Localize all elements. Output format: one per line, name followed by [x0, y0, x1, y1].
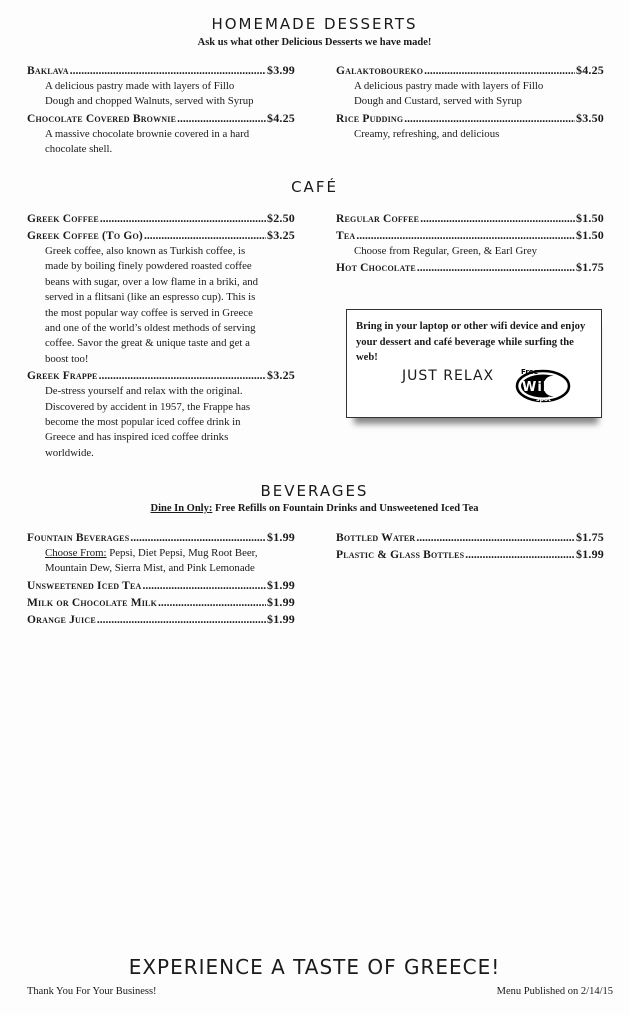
dot-leader	[142, 578, 266, 594]
menu-item-description: worldwide.	[45, 446, 94, 459]
desserts-left-column	[27, 62, 295, 158]
desserts-title: HOMEMADE DESSERTS	[211, 15, 418, 33]
menu-item-price: $1.99	[267, 594, 295, 609]
dot-leader	[420, 211, 575, 227]
dot-leader	[416, 530, 575, 546]
menu-item	[27, 367, 295, 461]
menu-item-description: made by boiling finely powdered roasted coffee	[45, 260, 252, 273]
menu-item-description: Dough and chopped Walnuts, served with Syrup	[45, 95, 254, 108]
menu-item-name: Galaktoboureko	[336, 65, 424, 77]
menu-item-price: $1.99	[267, 530, 295, 544]
menu-item-price: $1.99	[267, 577, 295, 592]
menu-item-line	[27, 594, 295, 611]
dot-leader	[97, 612, 266, 628]
menu-item-description: beans with sugar, over a low flame in a briki, and	[45, 275, 259, 288]
menu-item-name: Hot Chocolate	[336, 262, 416, 275]
menu-item-name: Greek Coffee (To Go)	[27, 230, 143, 242]
footer-tagline: EXPERIENCE A TASTE OF GREECE!	[128, 955, 501, 979]
menu-item-description: Choose from Regular, Green, & Earl Grey	[354, 245, 538, 257]
dot-leader	[404, 111, 575, 127]
dot-leader	[356, 228, 575, 244]
menu-item-description: the most popular way coffee is served in Greece	[45, 306, 253, 319]
menu-item-price: $4.25	[267, 110, 295, 125]
dot-leader	[177, 111, 266, 127]
cafe-title: CAFÉ	[291, 178, 338, 196]
menu-item-description: become the most popular iced coffee drink in	[45, 416, 241, 429]
menu-item-price: $3.50	[576, 110, 604, 125]
menu-item-name: Rice Pudding	[336, 112, 404, 125]
beverages-subtitle	[0, 503, 629, 514]
wifi-logo-top: Free	[521, 368, 539, 376]
menu-item-line	[27, 210, 295, 227]
menu-item-line	[27, 110, 295, 127]
menu-item-description: and one of the world’s oldest methods of serving	[45, 322, 256, 335]
menu-item	[27, 594, 295, 611]
menu-item	[27, 62, 295, 110]
desserts-right-column	[336, 62, 604, 142]
menu-item	[336, 210, 604, 227]
dot-leader	[417, 260, 575, 276]
menu-item-name: Greek Frappe	[27, 370, 98, 383]
menu-item	[27, 227, 295, 367]
wifi-promo-box	[346, 309, 602, 418]
menu-item-line	[27, 227, 295, 244]
menu-item-name: Plastic & Glass Bottles	[336, 549, 465, 561]
dot-leader	[70, 63, 266, 79]
wifi-logo-main: WiFi	[522, 380, 559, 395]
beverages-left-column	[27, 529, 295, 628]
menu-item-name: Orange Juice	[27, 613, 96, 626]
footer-thanks: Thank You For Your Business!	[27, 986, 157, 997]
desserts-subtitle: Ask us what other Delicious Desserts we have made!	[197, 37, 432, 48]
cafe-right-column	[336, 210, 604, 276]
menu-item-price: $1.75	[576, 530, 604, 544]
menu-item	[336, 259, 604, 276]
dot-leader	[144, 228, 266, 244]
dot-leader	[130, 530, 266, 546]
menu-item-description: served in a flitsani (like an espresso cup). This is	[45, 291, 256, 304]
cafe-left-column	[27, 210, 295, 461]
beverages-right-column	[336, 529, 604, 563]
choose-from-text: Pepsi, Diet Pepsi, Mug Root Beer,	[106, 547, 258, 559]
menu-item-name: Unsweetened Iced Tea	[27, 579, 142, 592]
menu-item-price: $1.99	[267, 611, 295, 626]
menu-item	[27, 611, 295, 628]
dot-leader	[100, 211, 266, 227]
menu-item-name: Fountain Beverages	[27, 532, 130, 544]
menu-item-name: Chocolate Covered Brownie	[27, 112, 177, 125]
footer-published: Menu Published on 2/14/15	[496, 986, 613, 997]
menu-item-price: $3.25	[267, 368, 295, 383]
just-relax-text: JUST RELAX	[402, 368, 495, 384]
menu-item-price: $1.50	[576, 228, 604, 242]
menu-item-price: $2.50	[267, 211, 295, 225]
menu-item-price: $1.50	[576, 211, 604, 225]
beverages-subtitle-text: Free Refills on Fountain Drinks and Unsweetened Iced Tea	[212, 503, 479, 514]
menu-item-description: coffee. Savor the great & unique taste and get a	[45, 337, 250, 350]
menu-item-price: $3.99	[267, 63, 295, 77]
menu-item-price: $1.99	[576, 547, 604, 561]
menu-item	[336, 110, 604, 142]
menu-item-description: chocolate shell.	[45, 143, 113, 156]
menu-item-name: Greek Coffee	[27, 213, 99, 225]
menu-item-description: Dough and Custard, served with Syrup	[354, 95, 522, 108]
menu-item-description: A delicious pastry made with layers of Fillo	[45, 80, 235, 92]
menu-item-price: $3.25	[267, 228, 295, 242]
dine-in-only-label: Dine In Only:	[150, 503, 213, 514]
menu-item-line	[336, 259, 604, 276]
beverages-title: BEVERAGES	[260, 482, 369, 500]
menu-item	[27, 110, 295, 158]
menu-item-description: A delicious pastry made with layers of Fillo	[354, 80, 544, 92]
menu-item	[336, 62, 604, 110]
menu-item-description: Greece and has inspired iced coffee drinks	[45, 431, 229, 444]
menu-item-price: $1.75	[576, 260, 604, 275]
menu-item	[27, 529, 295, 577]
menu-item-price: $4.25	[576, 63, 604, 77]
menu-item-line	[27, 62, 295, 79]
dot-leader	[465, 547, 575, 563]
menu-item-name: Tea	[336, 230, 356, 242]
menu-item-description: boost too!	[45, 352, 89, 365]
menu-item-description: Discovered by accident in 1957, the Frappe has	[45, 400, 251, 413]
menu-item-line	[336, 529, 604, 546]
menu-item-name: Regular Coffee	[336, 213, 420, 225]
menu-item	[27, 577, 295, 594]
menu-item-choices	[27, 546, 295, 561]
menu-item-name: Milk or Chocolate Milk	[27, 596, 158, 609]
wifi-promo-text: Bring in your laptop or other wifi device and enjoy your dessert and café beverage while surfing the web!	[356, 321, 586, 363]
menu-item-line	[336, 62, 604, 79]
wifi-logo-bottom: spot	[536, 396, 551, 403]
choose-from-label: Choose From:	[45, 547, 107, 559]
menu-item-description: Creamy, refreshing, and delicious	[354, 127, 500, 140]
menu-item	[336, 546, 604, 563]
menu-item-description: Greek coffee, also known as Turkish coffee, is	[45, 245, 246, 257]
menu-item-line	[27, 577, 295, 594]
menu-item-name: Bottled Water	[336, 532, 416, 544]
menu-item-line	[336, 546, 604, 563]
wifi-logo	[515, 367, 571, 403]
menu-item-line	[27, 611, 295, 628]
menu-item	[336, 529, 604, 546]
menu-item-description: De-stress yourself and relax with the original.	[45, 385, 243, 398]
menu-item	[27, 210, 295, 227]
dot-leader	[99, 368, 266, 384]
menu-item-line	[336, 210, 604, 227]
dot-leader	[158, 595, 266, 611]
dot-leader	[424, 63, 575, 79]
menu-item-line	[336, 110, 604, 127]
menu-item-description: Mountain Dew, Sierra Mist, and Pink Lemonade	[45, 562, 255, 575]
menu-item-line	[27, 367, 295, 384]
menu-item-name: Baklava	[27, 65, 69, 77]
menu-item-line	[27, 529, 295, 546]
menu-item-description: A massive chocolate brownie covered in a hard	[45, 127, 250, 140]
menu-item-line	[336, 227, 604, 244]
menu-item	[336, 227, 604, 259]
